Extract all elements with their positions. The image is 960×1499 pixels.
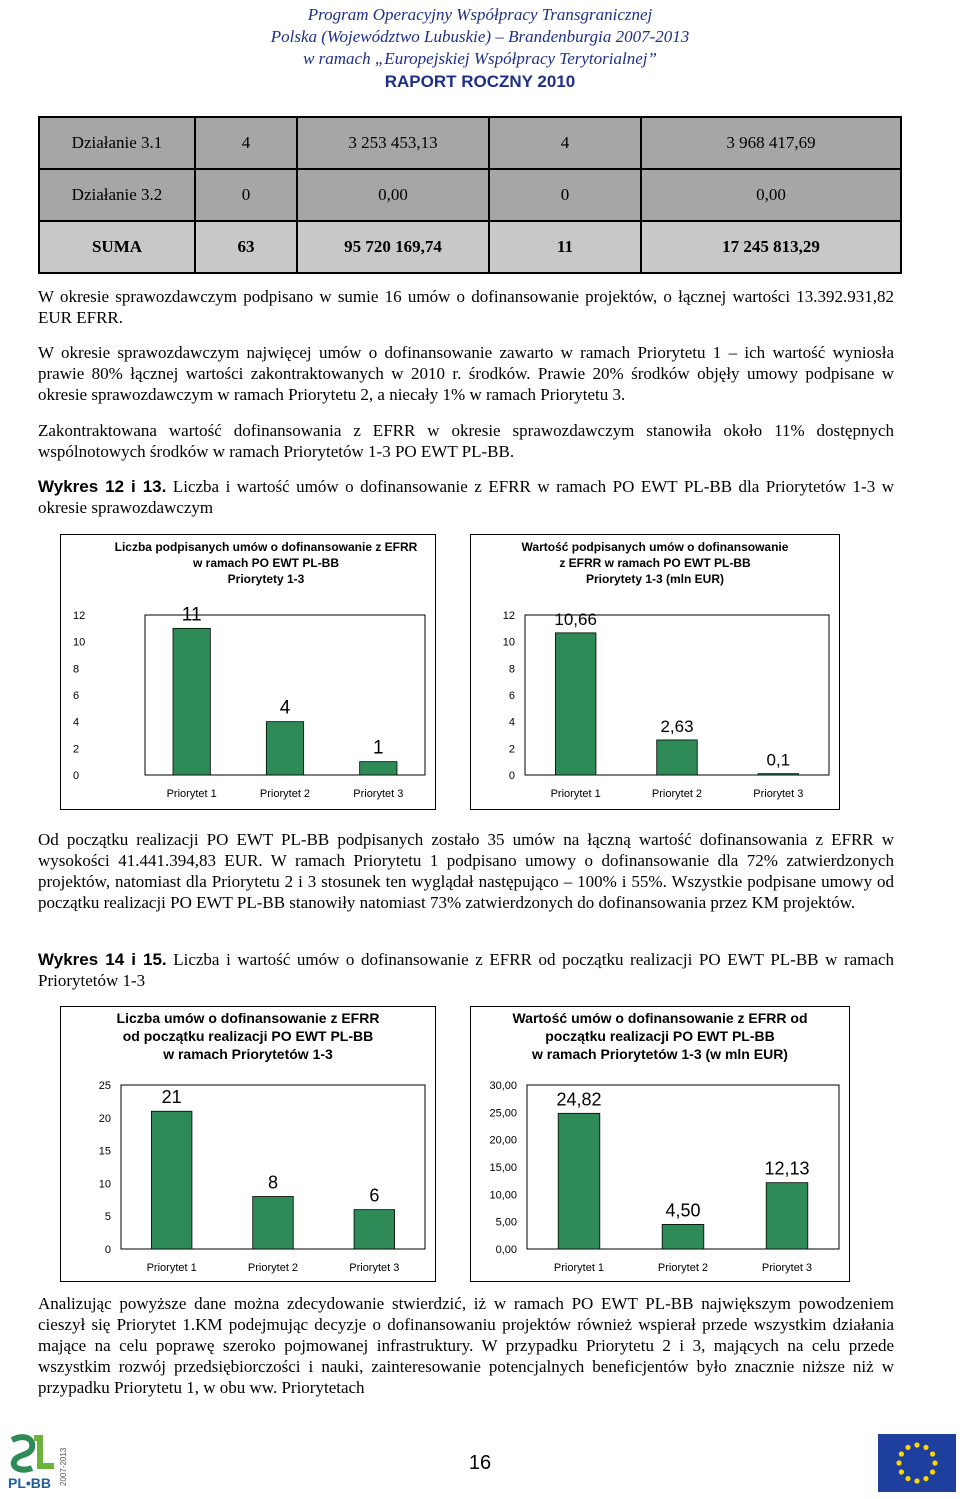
y-tick-label: 15 [98, 1145, 111, 1158]
paragraph: W okresie sprawozdawczym najwięcej umów o dofinansowanie zawarto w ramach Priorytetu 1 – ich wartość wyniosła prawie 80% łącznej wartości zakontraktowanych w 2010 r. środków. Prawie 20% środków objęły umowy podpisane w okresie sprawozdawczym w ramach Priorytetu 2, a niecały 1% w ramach Priorytetu 3. [38, 343, 894, 404]
table-cell: 17 245 813,29 [641, 221, 901, 273]
chart-14 [60, 1006, 436, 1282]
table-cell: 3 968 417,69 [641, 117, 901, 169]
program-title-line3: w ramach „Europejskiej Współpracy Terytorialnej” [303, 49, 657, 68]
chart-title-line: Priorytety 1-3 (mln EUR) [585, 572, 725, 586]
y-tick-label: 4 [508, 716, 515, 729]
chart-title-line: Liczba umów o dofinansowanie z EFRR [116, 1010, 380, 1026]
y-tick-label: 8 [73, 663, 80, 676]
chart-13-svg [471, 535, 839, 809]
report-title: RAPORT ROCZNY 2010 [384, 72, 576, 91]
y-tick-label: 15,00 [489, 1162, 517, 1174]
x-tick-label: Priorytet 2 [651, 788, 703, 800]
table-cell: 0 [489, 169, 641, 221]
paragraph: Analizując powyższe dane można zdecydowanie stwierdzić, iż w ramach PO EWT PL-BB największym powodzeniem cieszył się Priorytet 1.KM podejmując decyzje o dofinansowaniu projektów również wspierał przede wszystkim działania mające na celu poprawę szeroko pojmowanej infrastruktury. W przypadku Priorytetu 2 i 3, mających na celu przede wszystkim rozwój przedsiębiorczości i nauki, zainteresowanie potencjalnych beneficjentów było znacznie niższe niż w przypadku Priorytetu 1, w obu ww. Priorytetach [38, 1294, 894, 1397]
data-label: 11 [181, 604, 202, 626]
bar [758, 774, 799, 775]
table-cell: 3 253 453,13 [297, 117, 489, 169]
table-cell: 0,00 [297, 169, 489, 221]
y-tick-label: 20,00 [489, 1134, 517, 1147]
chart-13 [470, 534, 840, 810]
chart-title-line: Wartość podpisanych umów o dofinansowanie [521, 540, 789, 554]
y-tick-label: 5,00 [495, 1216, 517, 1229]
page-number: 16 [468, 1452, 492, 1474]
x-tick-label: Priorytet 2 [259, 788, 311, 800]
chart-15-svg [471, 1007, 849, 1281]
bar [657, 740, 698, 775]
x-tick-label: Priorytet 3 [353, 788, 404, 800]
data-label: 10,66 [554, 609, 597, 629]
table-cell: 95 720 169,74 [297, 221, 489, 273]
table-row [39, 117, 901, 169]
bar [360, 762, 397, 775]
chart-title-line: w ramach Priorytetów 1-3 (w mln EUR) [532, 1046, 788, 1062]
chart-title-line: od początku realizacji PO EWT PL-BB [122, 1028, 374, 1044]
x-tick-label: Priorytet 1 [166, 788, 217, 800]
data-label: 2,63 [660, 716, 694, 736]
table-cell: Działanie 3.1 [39, 117, 195, 169]
eu-star-icon [930, 1451, 935, 1456]
financial-table [38, 116, 902, 274]
chart-title-line: w ramach PO EWT PL-BB [192, 556, 340, 570]
data-label: 6 [369, 1185, 380, 1206]
logo-text: PL•BB [8, 1475, 52, 1491]
paragraph: W okresie sprawozdawczym podpisano w sumie 16 umów o dofinansowanie projektów, o łącznej wartości 13.392.931,82 EUR EFRR. [38, 287, 894, 327]
eu-flag-icon [878, 1434, 956, 1492]
figure-caption [38, 949, 894, 991]
chart-title-line: z EFRR w ramach PO EWT PL-BB [559, 556, 751, 570]
y-tick-label: 10 [98, 1178, 111, 1191]
y-tick-label: 2 [73, 743, 80, 756]
bar [253, 1197, 294, 1249]
chart-title-line: początku realizacji PO EWT PL-BB [545, 1028, 775, 1044]
bar [662, 1224, 704, 1249]
bar [766, 1183, 808, 1249]
table-cell: 4 [489, 117, 641, 169]
y-tick-label: 6 [508, 690, 515, 702]
data-label: 4 [279, 697, 291, 719]
x-tick-label: Priorytet 3 [753, 788, 804, 800]
eu-star-icon [905, 1445, 910, 1450]
chart-title-line: Liczba podpisanych umów o dofinansowanie z EFRR [114, 540, 418, 554]
y-tick-label: 0 [73, 770, 80, 782]
chart-12-svg [61, 535, 435, 809]
x-tick-label: Priorytet 1 [553, 1262, 605, 1274]
table-row [39, 169, 901, 221]
y-tick-label: 25,00 [489, 1107, 517, 1120]
x-tick-label: Priorytet 2 [247, 1262, 299, 1274]
chart-title-line: Wartość umów o dofinansowanie z EFRR od [512, 1010, 808, 1026]
bar [354, 1210, 395, 1249]
y-tick-label: 30,00 [489, 1080, 517, 1092]
table-cell: 0,00 [641, 169, 901, 221]
eu-star-icon [923, 1445, 928, 1450]
bar [558, 1113, 600, 1249]
data-label: 0,1 [766, 750, 791, 770]
chart-title-line: Priorytety 1-3 [227, 572, 305, 586]
data-label: 1 [373, 737, 384, 759]
y-tick-label: 0,00 [495, 1244, 517, 1256]
y-tick-label: 25 [98, 1080, 111, 1092]
y-tick-label: 4 [73, 716, 80, 729]
y-tick-label: 12 [502, 610, 515, 622]
y-tick-label: 6 [73, 690, 80, 702]
table-cell: 11 [489, 221, 641, 273]
data-label: 24,82 [556, 1089, 602, 1110]
y-tick-label: 10,00 [489, 1189, 517, 1202]
bar [173, 628, 210, 775]
x-tick-label: Priorytet 3 [349, 1262, 400, 1274]
eu-star-icon [899, 1451, 904, 1456]
y-tick-label: 10 [502, 636, 515, 649]
y-tick-label: 12 [73, 610, 86, 622]
chart-15 [470, 1006, 850, 1282]
y-tick-label: 20 [98, 1112, 111, 1125]
figure-caption-label: Wykres 12 i 13. [38, 477, 167, 496]
figure-caption-text: Liczba i wartość umów o dofinansowanie z EFRR od początku realizacji PO EWT PL-BB w ramach Priorytetów 1-3 [38, 950, 895, 990]
y-tick-label: 5 [104, 1211, 111, 1224]
table-cell: 0 [195, 169, 297, 221]
figure-caption-text: Liczba i wartość umów o dofinansowanie z EFRR w ramach PO EWT PL-BB dla Priorytetów 1-3 w okresie sprawozdawczym [38, 477, 894, 517]
eu-star-icon [914, 1442, 919, 1447]
document-header [0, 4, 960, 93]
x-tick-label: Priorytet 3 [761, 1262, 813, 1274]
y-tick-label: 0 [104, 1244, 111, 1256]
eu-star-icon [905, 1476, 910, 1481]
logo-years: 2007-2013 [59, 1447, 68, 1486]
eu-star-icon [932, 1460, 937, 1465]
bar [266, 722, 303, 775]
table-cell: SUMA [39, 221, 195, 273]
y-tick-label: 8 [508, 663, 515, 676]
data-label: 12,13 [764, 1158, 810, 1179]
eu-star-icon [914, 1478, 919, 1483]
y-tick-label: 10 [73, 636, 86, 649]
bar [555, 633, 596, 775]
data-label: 4,50 [665, 1200, 701, 1221]
table-cell: Działanie 3.2 [39, 169, 195, 221]
table-cell: 4 [195, 117, 297, 169]
eu-star-icon [930, 1469, 935, 1474]
y-tick-label: 0 [508, 770, 515, 782]
data-label: 8 [267, 1172, 279, 1193]
chart-14-svg [61, 1007, 435, 1281]
figure-caption [38, 476, 894, 518]
program-title-line1: Program Operacyjny Współpracy Transgranicznej [307, 5, 653, 24]
figure-caption-label: Wykres 14 i 15. [38, 950, 167, 969]
x-tick-label: Priorytet 2 [657, 1262, 709, 1274]
paragraph: Zakontraktowana wartość dofinansowania z EFRR w okresie sprawozdawczym stanowiła około 11% dostępnych wspólnotowych środków w ramach Priorytetów 1-3 PO EWT PL-BB. [38, 421, 894, 461]
bar [151, 1111, 192, 1249]
table-cell: 63 [195, 221, 297, 273]
table-row-total [39, 221, 901, 273]
y-tick-label: 2 [508, 743, 515, 756]
x-tick-label: Priorytet 1 [146, 1262, 197, 1274]
data-label: 21 [161, 1087, 182, 1108]
eu-star-icon [896, 1460, 901, 1465]
chart-title-line: w ramach Priorytetów 1-3 [163, 1046, 333, 1062]
eu-star-icon [899, 1469, 904, 1474]
chart-12 [60, 534, 436, 810]
eu-star-icon [923, 1476, 928, 1481]
x-tick-label: Priorytet 1 [550, 788, 601, 800]
paragraph: Od początku realizacji PO EWT PL-BB podpisanych zostało 35 umów na łączną wartość dofinansowania z EFRR w wysokości 41.441.394,83 EUR. W ramach Priorytetu 1 podpisano umowy o dofinansowanie dla 72% zatwierdzonych projektów, natomiast dla Priorytetu 2 i 3 stosunek ten wyglądał następująco – 100% i 55%. Wszystkie podpisane umowy od początku realizacji PO EWT PL-BB stanowiły natomiast 73% zatwierdzonych do dofinansowania przez KM projektów. [38, 830, 894, 912]
program-title-line2: Polska (Województwo Lubuskie) – Brandenburgia 2007-2013 [270, 27, 690, 46]
